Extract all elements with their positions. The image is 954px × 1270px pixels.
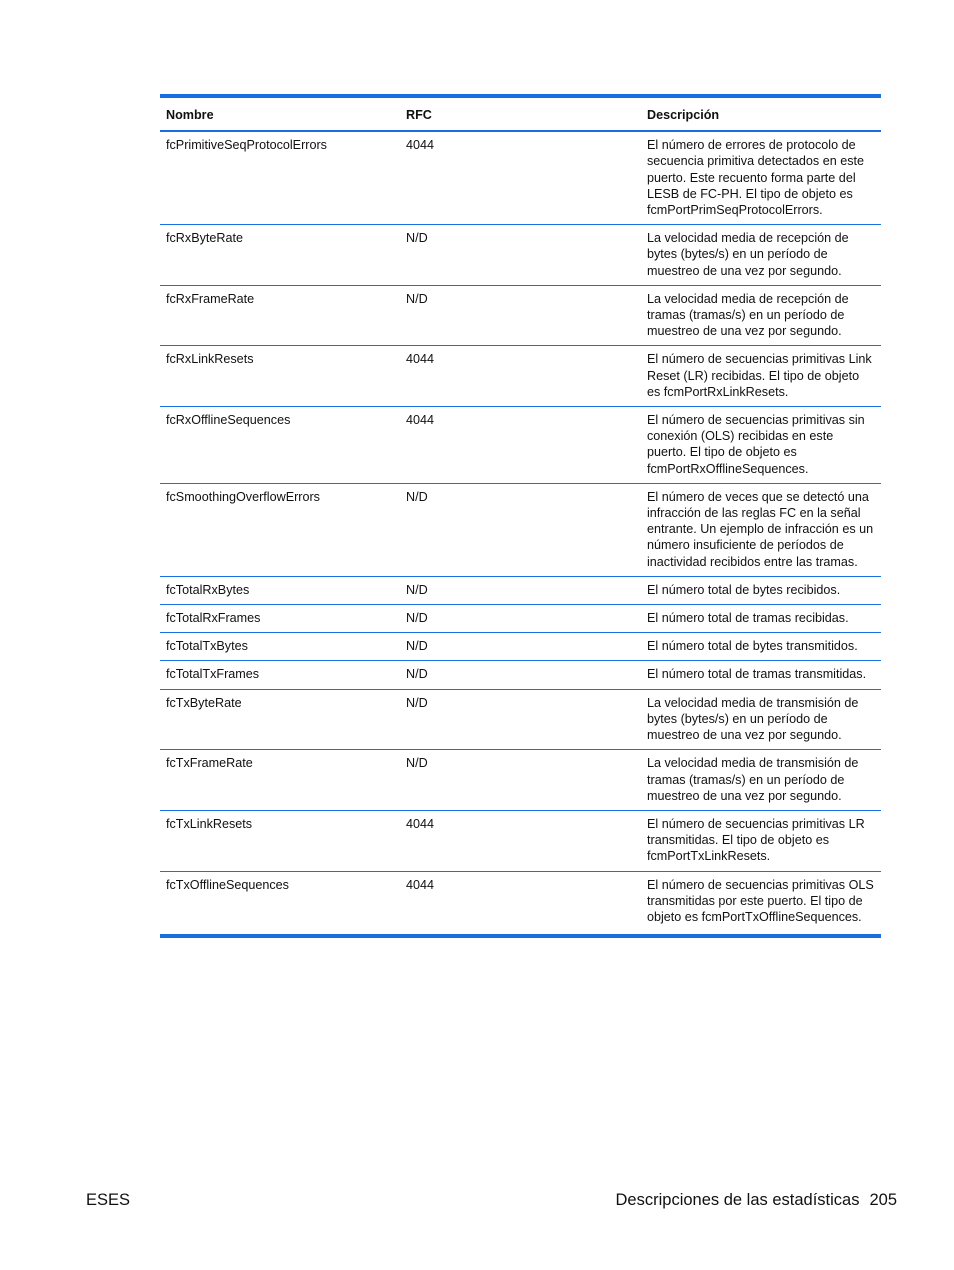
cell-name: fcRxLinkResets [160, 346, 400, 407]
cell-description: El número de secuencias primitivas sin conexión (OLS) recibidas en este puerto. El tipo de objeto es fcmPortRxOfflineSequences. [641, 407, 881, 484]
table-row [160, 689, 881, 750]
cell-name: fcTxOfflineSequences [166, 877, 289, 892]
cell-description: El número de errores de protocolo de secuencia primitiva detectados en este puerto. Este recuento forma parte del LESB de FC-PH. El tipo de objeto es fcmPortPrimSeqProtocolErrors. [641, 131, 881, 225]
header-name: Nombre [160, 96, 400, 131]
cell-rfc: N/D [400, 689, 641, 750]
table-row [160, 346, 881, 407]
footer-section-title: Descripciones de las estadísticas [615, 1191, 860, 1209]
table-row [160, 871, 881, 936]
footer-locale-code: ESES [86, 1191, 131, 1209]
cell-description: El número de secuencias primitivas OLS transmitidas por este puerto. El tipo de objeto es fcmPortTxOfflineSequences. [647, 877, 874, 924]
cell-description: El número total de bytes recibidos. [641, 576, 881, 604]
cell-rfc: N/D [400, 483, 641, 576]
cell-name: fcTxFrameRate [160, 750, 400, 811]
cell-description: La velocidad media de transmisión de tramas (tramas/s) en un período de muestreo de una vez por segundo. [641, 750, 881, 811]
footer-section [616, 1191, 897, 1210]
cell-rfc: N/D [400, 285, 641, 346]
table-header-row [160, 96, 881, 131]
cell-rfc: 4044 [400, 407, 641, 484]
cell-description: El número de secuencias primitivas Link Reset (LR) recibidas. El tipo de objeto es fcmPortRxLinkResets. [641, 346, 881, 407]
cell-name: fcTotalRxFrames [160, 605, 400, 633]
cell-description: El número total de tramas transmitidas. [641, 661, 881, 689]
table-row [160, 810, 881, 871]
table-row [160, 407, 881, 484]
cell-rfc: N/D [400, 661, 641, 689]
header-rfc: RFC [400, 96, 641, 131]
cell-rfc: 4044 [400, 131, 641, 225]
cell-description: La velocidad media de recepción de tramas (tramas/s) en un período de muestreo de una vez por segundo. [641, 285, 881, 346]
cell-name: fcTxByteRate [160, 689, 400, 750]
cell-rfc: 4044 [400, 810, 641, 871]
cell-name: fcRxFrameRate [160, 285, 400, 346]
cell-rfc: 4044 [400, 346, 641, 407]
table-row [160, 483, 881, 576]
statistics-table [160, 94, 881, 938]
table-row [160, 750, 881, 811]
cell-name: fcTotalTxBytes [160, 633, 400, 661]
cell-name: fcRxOfflineSequences [160, 407, 400, 484]
header-description: Descripción [641, 96, 881, 131]
cell-rfc: N/D [400, 576, 641, 604]
table-row [160, 285, 881, 346]
table-row [160, 131, 881, 225]
cell-description: La velocidad media de transmisión de bytes (bytes/s) en un período de muestreo de una vez por segundo. [641, 689, 881, 750]
table-row [160, 605, 881, 633]
cell-name: fcSmoothingOverflowErrors [160, 483, 400, 576]
table-row [160, 633, 881, 661]
cell-name: fcTotalRxBytes [160, 576, 400, 604]
table-row [160, 661, 881, 689]
table-row [160, 576, 881, 604]
cell-name: fcTxLinkResets [160, 810, 400, 871]
cell-rfc: N/D [400, 750, 641, 811]
cell-description: El número total de bytes transmitidos. [641, 633, 881, 661]
cell-name: fcRxByteRate [160, 225, 400, 286]
table-row [160, 225, 881, 286]
cell-description: La velocidad media de recepción de bytes (bytes/s) en un período de muestreo de una vez por segundo. [641, 225, 881, 286]
cell-description: El número total de tramas recibidas. [641, 605, 881, 633]
cell-rfc: N/D [400, 605, 641, 633]
cell-description: El número de veces que se detectó una infracción de las reglas FC en la señal entrante. Un ejemplo de infracción es un número insuficiente de períodos de inactividad recibidos entre las tramas. [641, 483, 881, 576]
cell-description: El número de secuencias primitivas LR transmitidas. El tipo de objeto es fcmPortTxLinkResets. [641, 810, 881, 871]
page-number: 205 [869, 1191, 897, 1209]
cell-name: fcTotalTxFrames [160, 661, 400, 689]
cell-rfc: 4044 [406, 877, 435, 892]
cell-rfc: N/D [400, 225, 641, 286]
cell-name: fcPrimitiveSeqProtocolErrors [160, 131, 400, 225]
cell-rfc: N/D [400, 633, 641, 661]
